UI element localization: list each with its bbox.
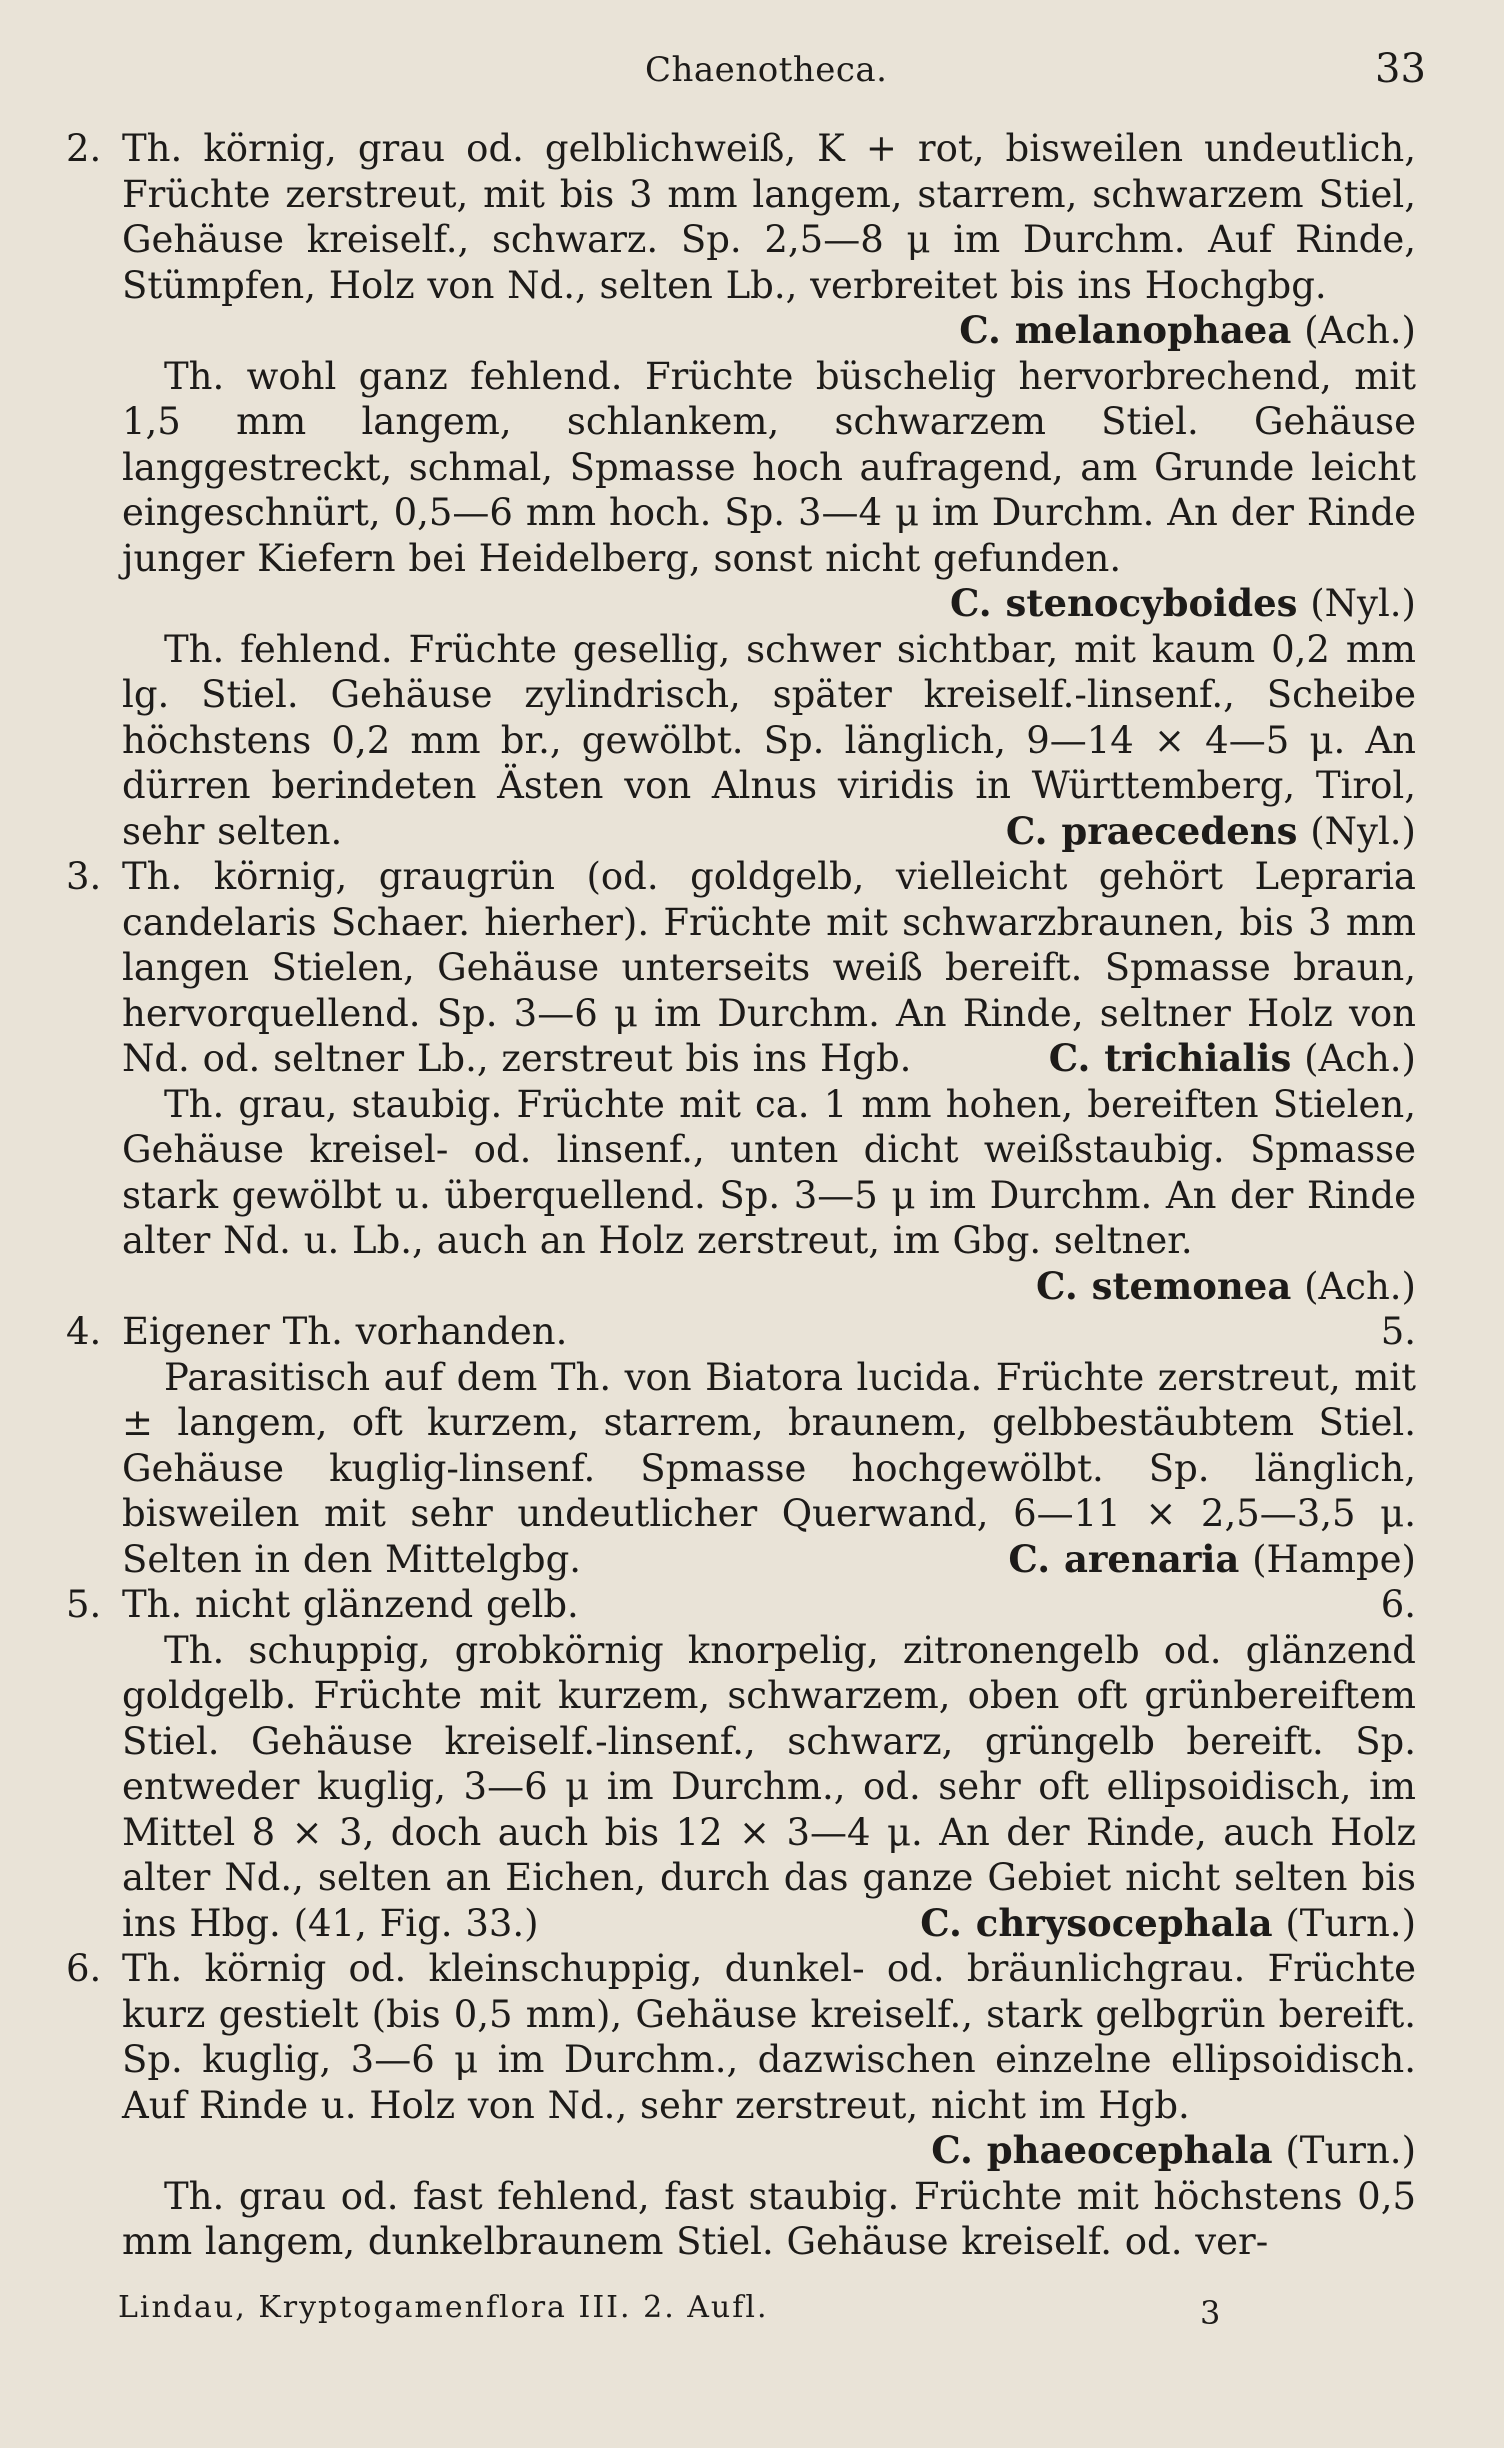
couplet-reference: 5. bbox=[1380, 1310, 1416, 1353]
species-name: C. melanophaea bbox=[959, 308, 1292, 352]
key-entry bbox=[66, 1355, 1416, 1583]
species-author: (Hampe) bbox=[1252, 1537, 1416, 1581]
entry-text: Th. körnig, graugrün (od. goldgelb, vielleicht gehört Lepraria candelaris Schaer. hierher). Früchte mit schwarzbraunen, bis 3 mm langen Stielen, Gehäuse unterseits weiß bereift. Spmasse braun, hervorquellend. Sp. 3—6 μ im Durchm. An Rinde, seltner Holz von Nd. od. seltner Lb., zerstreut bis ins Hgb. bbox=[122, 855, 1416, 1080]
species-label bbox=[950, 581, 1416, 627]
key-entry bbox=[66, 1946, 1416, 2174]
entry-number: 6. bbox=[66, 1947, 102, 1990]
entry-text: Parasitisch auf dem Th. von Biatora lucida. Früchte zerstreut, mit ± langem, oft kurzem, starrem, braunem, gelbbestäubtem Stiel. Gehäuse kuglig-linsenf. Spmasse hochgewölbt. Sp. länglich, bisweilen mit sehr undeutlicher Querwand, 6—11 × 2,5—3,5 μ. Selten in den Mittelgbg. bbox=[122, 1355, 1416, 1581]
species-name: C. praecedens bbox=[1005, 808, 1298, 853]
species-name: C. chrysocephala bbox=[920, 1900, 1273, 1945]
key-entry bbox=[66, 1582, 1416, 1628]
footer-source: Lindau, Kryptogamenflora III. 2. Aufl. bbox=[118, 2290, 769, 2325]
entry-number: 4. bbox=[66, 1310, 102, 1353]
species-name: C. stemonea bbox=[1036, 1263, 1292, 1308]
key-entry bbox=[66, 126, 1416, 354]
key-body bbox=[66, 126, 1416, 2265]
key-entry bbox=[66, 627, 1416, 855]
species-label bbox=[1008, 1537, 1416, 1583]
entry-text: Th. körnig od. kleinschuppig, dunkel- od. bräunlichgrau. Früchte kurz gestielt (bis 0,5 mm), Gehäuse kreiself., stark gelbgrün bereift. Sp. kuglig, 3—6 μ im Durchm., dazwischen einzelne ellipsoidisch. Auf Rinde u. Holz von Nd., sehr zerstreut, nicht im Hgb. bbox=[122, 1947, 1416, 2127]
page-footer bbox=[118, 2290, 1418, 2340]
species-name: C. phaeocephala bbox=[931, 2128, 1273, 2172]
entry-text: Eigener Th. vorhanden. bbox=[122, 1310, 568, 1353]
entry-number: 5. bbox=[66, 1583, 102, 1626]
key-entry bbox=[66, 2174, 1416, 2265]
entry-text: Th. grau, staubig. Früchte mit ca. 1 mm hohen, bereiften Stielen, Gehäuse kreisel- od. linsenf., unten dicht weißstaubig. Spmasse stark gewölbt u. überquellend. Sp. 3—5 μ im Durchm. An der Rinde alter Nd. u. Lb., auch an Holz zerstreut, im Gbg. seltner. bbox=[122, 1082, 1416, 1262]
species-label bbox=[959, 308, 1416, 354]
species-author: (Ach.) bbox=[1304, 1037, 1416, 1080]
species-author: (Turn.) bbox=[1285, 1901, 1416, 1945]
species-author: (Ach.) bbox=[1304, 1264, 1416, 1308]
key-entry bbox=[66, 354, 1416, 627]
species-author: (Turn.) bbox=[1285, 2129, 1416, 2172]
key-entry bbox=[66, 1309, 1416, 1355]
entry-text: Th. nicht glänzend gelb. bbox=[122, 1583, 579, 1626]
running-header bbox=[0, 42, 1504, 102]
entry-text: Th. wohl ganz fehlend. Früchte büschelig hervorbrechend, mit 1,5 mm langem, schlankem, schwarzem Stiel. Gehäuse langgestreckt, schmal, Spmasse hoch aufragend, am Grunde leicht eingeschnürt, 0,5—6 mm hoch. Sp. 3—4 μ im Durchm. An der Rinde junger Kiefern bei Heidelberg, sonst nicht gefunden. bbox=[122, 354, 1416, 580]
species-label bbox=[1006, 809, 1416, 855]
key-entry bbox=[66, 854, 1416, 1082]
species-label bbox=[1036, 1264, 1416, 1310]
species-label bbox=[1049, 1036, 1416, 1082]
running-title: Chaenotheca. bbox=[645, 50, 888, 90]
entry-number: 3. bbox=[66, 855, 102, 898]
key-entry bbox=[66, 1082, 1416, 1310]
species-label bbox=[920, 1901, 1416, 1947]
species-author: (Nyl.) bbox=[1310, 582, 1416, 625]
entry-text: Th. körnig, grau od. gelblichweiß, K + rot, bisweilen undeutlich, Früchte zerstreut, mit bis 3 mm langem, starrem, schwarzem Stiel, Gehäuse kreiself., schwarz. Sp. 2,5—8 μ im Durchm. Auf Rinde, Stümpfen, Holz von Nd., selten Lb., verbreitet bis ins Hochgbg. bbox=[122, 127, 1416, 307]
entry-text: Th. schuppig, grobkörnig knorpelig, zitronengelb od. glänzend goldgelb. Früchte mit kurzem, schwarzem, oben oft grünbereiftem Stiel. Gehäuse kreiself.-linsenf., schwarz, grüngelb bereift. Sp. entweder kuglig, 3—6 μ im Durchm., od. sehr oft ellipsoidisch, im Mittel 8 × 3, doch auch bis 12 × 3—4 μ. An der Rinde, auch Holz alter Nd., selten an Eichen, durch das ganze Gebiet nicht selten bis ins Hbg. (41, Fig. 33.) bbox=[122, 1628, 1416, 1945]
entry-number: 2. bbox=[66, 127, 102, 170]
couplet-reference: 6. bbox=[1380, 1583, 1416, 1626]
footer-signature: 3 bbox=[1200, 2294, 1221, 2332]
species-name: C. stenocyboides bbox=[950, 581, 1298, 625]
key-entry bbox=[66, 1628, 1416, 1947]
species-label bbox=[931, 2128, 1416, 2174]
page-number: 33 bbox=[1375, 46, 1426, 92]
species-name: C. trichialis bbox=[1048, 1036, 1292, 1080]
species-name: C. arenaria bbox=[1008, 1536, 1240, 1581]
entry-text: Th. grau od. fast fehlend, fast staubig. Früchte mit höchstens 0,5 mm langem, dunkelbraunem Stiel. Gehäuse kreiself. od. ver- bbox=[122, 2174, 1416, 2263]
entry-text: Th. fehlend. Früchte gesellig, schwer sichtbar, mit kaum 0,2 mm lg. Stiel. Gehäuse zylindrisch, später kreiself.-linsenf., Scheibe höchstens 0,2 mm br., gewölbt. Sp. länglich, 9—14 × 4—5 μ. An dürren berindeten Ästen von Alnus viridis in Württemberg, Tirol, sehr selten. bbox=[122, 627, 1416, 853]
species-author: (Nyl.) bbox=[1310, 809, 1416, 853]
species-author: (Ach.) bbox=[1304, 309, 1416, 352]
